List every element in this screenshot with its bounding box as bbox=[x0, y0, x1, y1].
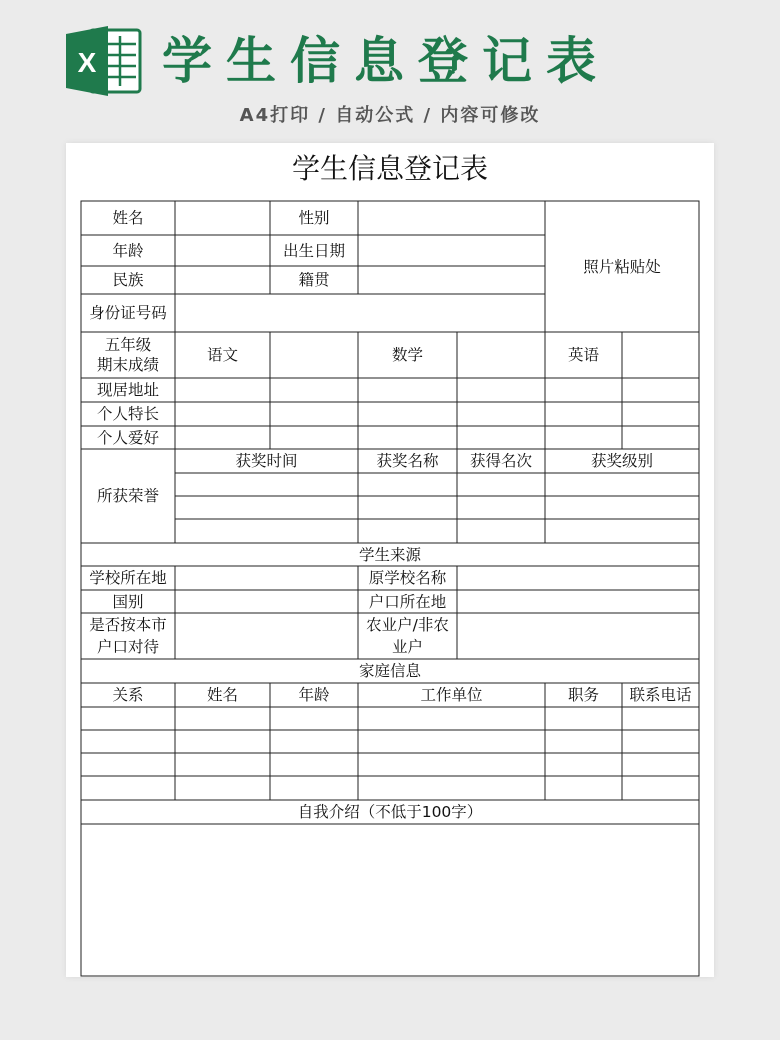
col-position: 职务 bbox=[567, 686, 599, 704]
label-grades-line1: 五年级 bbox=[104, 336, 152, 354]
input-birthdate[interactable] bbox=[358, 235, 545, 266]
photo-placeholder[interactable]: 照片粘贴处 bbox=[583, 257, 661, 276]
excel-icon-letter: X bbox=[77, 47, 97, 78]
input-english[interactable] bbox=[622, 332, 699, 378]
label-birthdate: 出生日期 bbox=[282, 241, 345, 260]
input-native-place[interactable] bbox=[358, 266, 545, 294]
input-gender[interactable] bbox=[358, 201, 545, 235]
input-local-hukou[interactable] bbox=[175, 613, 358, 659]
banner-subtitle: A4打印 / 自动公式 / 内容可修改 bbox=[239, 105, 541, 126]
input-ethnicity[interactable] bbox=[175, 266, 270, 294]
label-name: 姓名 bbox=[112, 209, 144, 227]
col-award-level: 获奖级别 bbox=[590, 452, 653, 470]
col-phone: 联系电话 bbox=[629, 686, 692, 704]
label-age: 年龄 bbox=[112, 241, 144, 260]
label-grades-line2: 期末成绩 bbox=[96, 356, 159, 374]
label-honors: 所获荣誉 bbox=[96, 487, 159, 505]
input-previous-school[interactable] bbox=[457, 566, 699, 590]
banner-title: 学生信息登记表 bbox=[162, 32, 610, 90]
col-award-rank: 获得名次 bbox=[469, 452, 532, 470]
col-family-name: 姓名 bbox=[206, 686, 238, 704]
label-hobby: 个人爱好 bbox=[96, 428, 159, 447]
input-age[interactable] bbox=[175, 235, 270, 266]
col-award-name: 获奖名称 bbox=[376, 452, 439, 470]
label-hukou-location: 户口所在地 bbox=[368, 592, 447, 611]
excel-icon bbox=[64, 24, 142, 98]
input-chinese[interactable] bbox=[270, 332, 358, 378]
label-hukou-type: 农业户/非农业户 bbox=[366, 616, 449, 656]
input-intro[interactable] bbox=[81, 824, 699, 976]
input-country[interactable] bbox=[175, 590, 358, 613]
label-gender: 性别 bbox=[298, 209, 330, 227]
section-student-source: 学生来源 bbox=[358, 545, 421, 564]
label-grades bbox=[81, 332, 175, 378]
section-family: 家庭信息 bbox=[358, 662, 421, 680]
col-award-time: 获奖时间 bbox=[235, 452, 298, 470]
label-chinese: 语文 bbox=[206, 346, 238, 364]
label-english: 英语 bbox=[567, 346, 599, 364]
label-specialty: 个人特长 bbox=[96, 405, 159, 423]
label-country: 国别 bbox=[112, 592, 144, 611]
input-id-number[interactable] bbox=[175, 294, 545, 332]
label-address: 现居地址 bbox=[96, 381, 159, 399]
input-name[interactable] bbox=[175, 201, 270, 235]
label-ethnicity: 民族 bbox=[112, 271, 144, 289]
col-workplace: 工作单位 bbox=[420, 686, 483, 704]
form-sheet bbox=[66, 143, 714, 977]
label-math: 数学 bbox=[391, 346, 423, 364]
label-native-place: 籍贯 bbox=[298, 271, 330, 289]
label-previous-school: 原学校名称 bbox=[368, 569, 447, 587]
input-math[interactable] bbox=[457, 332, 545, 378]
banner bbox=[0, 0, 780, 140]
col-family-age: 年龄 bbox=[298, 686, 330, 704]
label-school-location: 学校所在地 bbox=[89, 569, 167, 587]
input-hukou-location[interactable] bbox=[457, 590, 699, 613]
form-title: 学生信息登记表 bbox=[291, 152, 488, 185]
input-hukou-type[interactable] bbox=[457, 613, 699, 659]
label-id-number: 身份证号码 bbox=[89, 304, 167, 322]
col-relation: 关系 bbox=[112, 686, 144, 704]
label-local-hukou: 是否按本市户口对待 bbox=[89, 616, 167, 656]
input-school-location[interactable] bbox=[175, 566, 358, 590]
section-intro: 自我介绍（不低于100字） bbox=[297, 803, 483, 821]
